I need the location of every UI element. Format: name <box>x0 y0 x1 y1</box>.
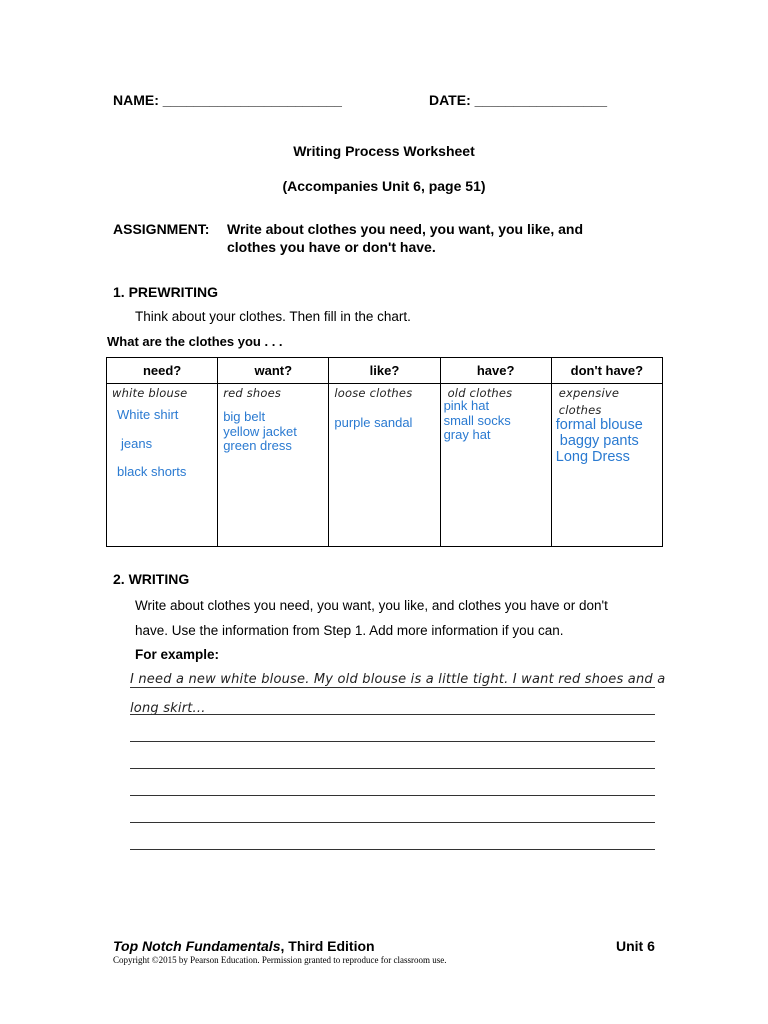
entry-need-3: black shorts <box>117 464 187 479</box>
assignment-label: ASSIGNMENT: <box>113 221 210 237</box>
footer-book-title <box>113 938 375 954</box>
writing-line-2[interactable] <box>130 714 655 715</box>
name-field-label: NAME: _______________________ <box>113 92 342 108</box>
chart-prompt: What are the clothes you . . . <box>107 334 283 349</box>
prewriting-instruction: Think about your clothes. Then fill in the chart. <box>135 309 411 324</box>
example-text-line1: I need a new white blouse. My old blouse is a little tight. I want red shoes and a <box>130 672 666 687</box>
entry-have-3: gray hat <box>443 427 491 442</box>
footer-unit: Unit 6 <box>616 938 655 954</box>
column-header-want: want? <box>218 358 329 384</box>
column-header-like: like? <box>329 358 440 384</box>
cell-like[interactable] <box>329 384 440 547</box>
clothes-chart <box>106 357 663 547</box>
example-like: loose clothes <box>334 386 413 400</box>
footer-copyright: Copyright ©2015 by Pearson Education. Permission granted to reproduce for classroom use. <box>113 955 447 965</box>
writing-line-4[interactable] <box>130 768 655 769</box>
footer-title-italic: Top Notch Fundamentals <box>113 938 281 954</box>
chart-body-row <box>107 384 663 547</box>
entry-have-1: pink hat <box>443 398 490 413</box>
cell-want[interactable] <box>218 384 329 547</box>
chart-header-row <box>107 358 663 384</box>
entry-dont-have-3: Long Dress <box>555 448 630 465</box>
prewriting-heading: 1. PREWRITING <box>113 284 219 300</box>
writing-instruction-line1: Write about clothes you need, you want, you like, and clothes you have or don't <box>135 598 608 613</box>
page-title: Writing Process Worksheet <box>293 143 475 159</box>
entry-have-2: small socks <box>443 412 511 428</box>
column-header-have: have? <box>440 358 551 384</box>
writing-line-6[interactable] <box>130 822 655 823</box>
example-need: white blouse <box>112 386 188 400</box>
example-dont-have-line2: clothes <box>558 403 602 417</box>
writing-line-5[interactable] <box>130 795 655 796</box>
column-header-need: need? <box>107 358 218 384</box>
example-dont-have-line1: expensive <box>558 386 620 400</box>
entry-want-3: green dress <box>223 438 292 453</box>
entry-need-1: White shirt <box>117 407 179 422</box>
writing-line-3[interactable] <box>130 741 655 742</box>
writing-heading: 2. WRITING <box>113 571 190 587</box>
assignment-text-line1: Write about clothes you need, you want, you like, and <box>227 221 584 237</box>
writing-line-1[interactable] <box>130 687 655 688</box>
entry-need-2: jeans <box>121 436 153 451</box>
entry-dont-have-1: formal blouse <box>555 417 643 433</box>
entry-want-1: big belt <box>223 409 266 424</box>
footer-edition: , Third Edition <box>280 938 375 954</box>
entry-like-1: purple sandal <box>334 415 413 430</box>
example-want: red shoes <box>223 386 282 400</box>
date-field-label: DATE: _________________ <box>429 92 607 108</box>
column-header-dont-have: don't have? <box>551 358 662 384</box>
entry-dont-have-2: baggy pants <box>559 433 639 449</box>
page-subtitle: (Accompanies Unit 6, page 51) <box>282 178 486 194</box>
cell-need[interactable] <box>107 384 218 547</box>
cell-dont-have[interactable] <box>551 384 662 547</box>
writing-instruction-line2: have. Use the information from Step 1. Add more information if you can. <box>135 623 564 638</box>
assignment-text-line2: clothes you have or don't have. <box>227 239 436 255</box>
example-label: For example: <box>135 647 220 662</box>
example-text-line2: long skirt... <box>130 701 206 716</box>
example-have: old clothes <box>447 386 513 400</box>
cell-have[interactable] <box>440 384 551 547</box>
writing-line-7[interactable] <box>130 849 655 850</box>
entry-want-2: yellow jacket <box>223 423 297 439</box>
